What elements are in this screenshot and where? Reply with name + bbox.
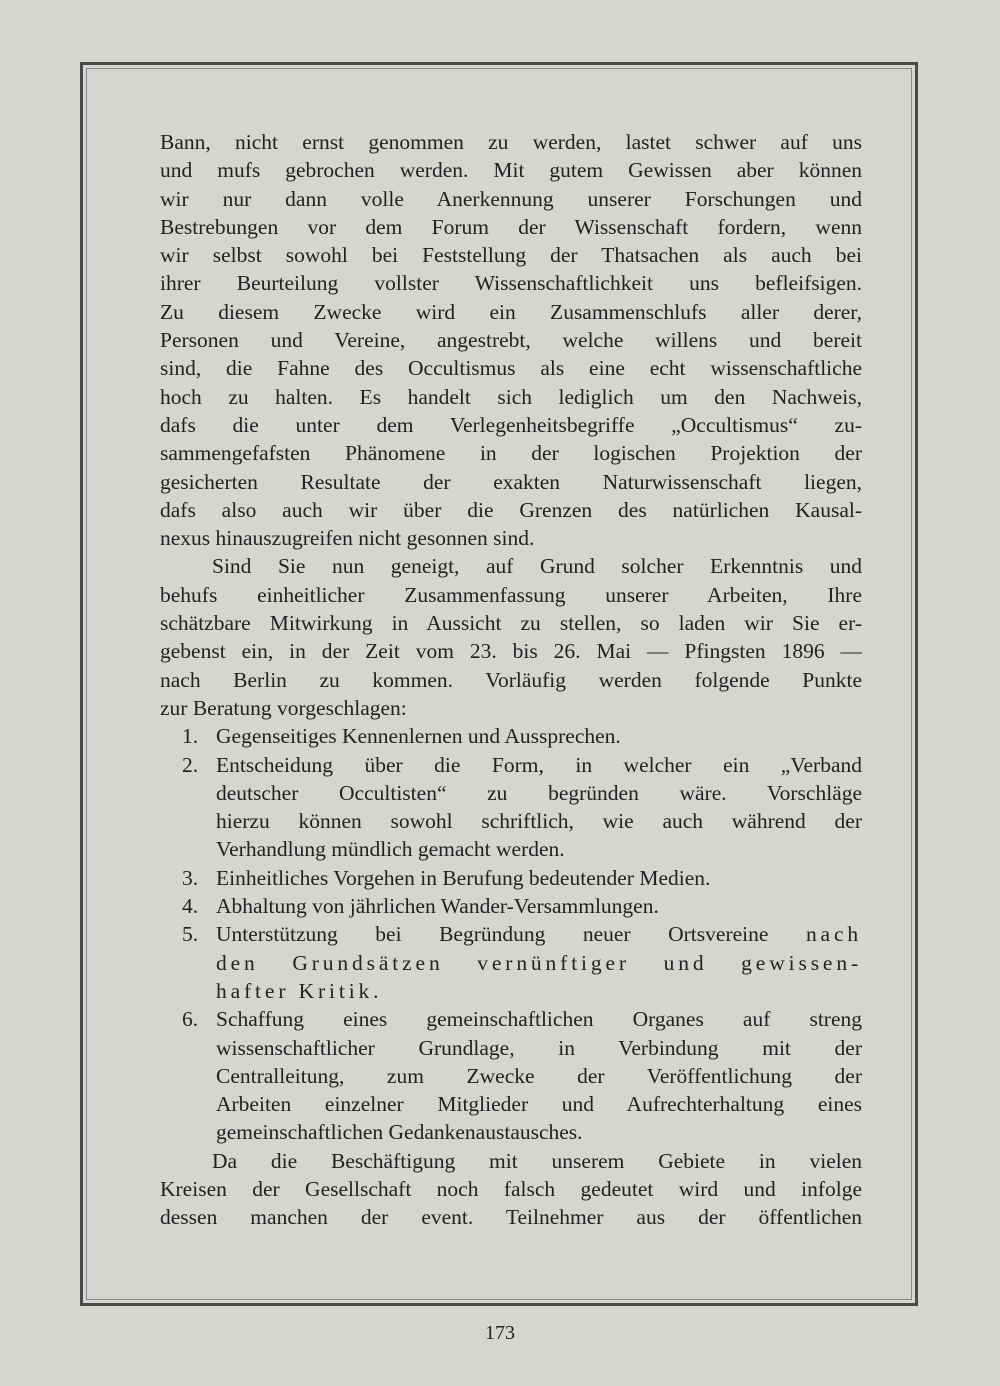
list-item-number: 5. (182, 922, 199, 947)
list-item (160, 1005, 862, 1146)
list-item-number: 1. (182, 724, 199, 749)
text-line: Sind Sie nun geneigt, auf Grund solcher Erkenntnis und (212, 554, 862, 579)
text-line: nexus hinauszugreifen nicht gesonnen sind. (160, 526, 535, 551)
list-item (160, 722, 862, 750)
list-item (160, 751, 862, 864)
list-item-line: deutscher Occultisten“ zu begründen wäre. Vorschläge (216, 780, 862, 805)
list-item-line: gemeinschaftlichen Gedankenaustausches. (216, 1120, 583, 1145)
list-item-line: 2. Entscheidung über die Form, in welcher ein „Verband (160, 751, 862, 779)
text-line: Bestrebungen vor dem Forum der Wissenschaft fordern, wenn (160, 214, 862, 239)
list-item-number: 4. (182, 894, 199, 919)
list-item-number: 2. (182, 752, 199, 777)
spaced-emphasis: nach (805, 922, 863, 947)
text-line: gebenst ein, in der Zeit vom 23. bis 26. Mai — Pfingsten 1896 — (160, 639, 862, 664)
list-item-number: 6. (182, 1007, 199, 1032)
text-line: dessen manchen der event. Teilnehmer aus der öffentlichen (160, 1205, 862, 1230)
text-line: zur Beratung vorgeschlagen: (160, 695, 407, 720)
text-line: wir nur dann volle Anerkennung unserer Forschungen und (160, 186, 862, 211)
text-line: Bann, nicht ernst genommen zu werden, lastet schwer auf uns (160, 130, 862, 154)
list-item-line: hafter Kritik. (216, 978, 383, 1003)
text-line: sammengefafsten Phänomene in der logischen Projektion der (160, 441, 862, 466)
list-item-line: 3. Einheitliches Vorgehen in Berufung bedeutender Medien. (160, 864, 862, 892)
page-number: 173 (485, 1322, 515, 1344)
text-line: behufs einheitlicher Zusammenfassung unserer Arbeiten, Ihre (160, 582, 862, 607)
text-line: dafs also auch wir über die Grenzen des natürlichen Kausal- (160, 497, 862, 522)
text-line: Personen und Vereine, angestrebt, welche willens und bereit (160, 328, 862, 353)
list-item-line: hierzu können sowohl schriftlich, wie auch während der (216, 809, 862, 834)
list-item-line: 5. Unterstützung bei Begründung neuer Ortsvereine nach (160, 920, 862, 948)
list-item-line: Centralleitung, zum Zwecke der Veröffentlichung der (216, 1063, 862, 1088)
list-item (160, 864, 862, 892)
list-item-line: 4. Abhaltung von jährlichen Wander-Versammlungen. (160, 892, 862, 920)
text-line: hoch zu halten. Es handelt sich lediglich um den Nachweis, (160, 384, 862, 409)
text-line: dafs die unter dem Verlegenheitsbegriffe „Occultismus“ zu- (160, 412, 862, 437)
list-item (160, 892, 862, 920)
text-line: Zu diesem Zwecke wird ein Zusammenschlufs aller derer, (160, 299, 862, 324)
text-line: wir selbst sowohl bei Feststellung der Thatsachen als auch bei (160, 243, 862, 268)
text-line: Kreisen der Gesellschaft noch falsch gedeutet wird und infolge (160, 1176, 862, 1201)
text-line: ihrer Beurteilung vollster Wissenschaftlichkeit uns befleifsigen. (160, 271, 862, 296)
text-line: nach Berlin zu kommen. Vorläufig werden folgende Punkte (160, 667, 862, 692)
text-line: schätzbare Mitwirkung in Aussicht zu stellen, so laden wir Sie er- (160, 611, 862, 636)
text-line: Da die Beschäftigung mit unserem Gebiete in vielen (212, 1148, 862, 1173)
body-text (160, 128, 862, 1232)
list-item-line: Arbeiten einzelner Mitglieder und Aufrechterhaltung eines (216, 1092, 862, 1117)
list-item-line: wissenschaftlicher Grundlage, in Verbindung mit der (216, 1035, 862, 1060)
text-line: sind, die Fahne des Occultismus als eine echt wissenschaftliche (160, 356, 862, 381)
text-line: gesicherten Resultate der exakten Naturwissenschaft liegen, (160, 469, 862, 494)
list-item-line: 1. Gegenseitiges Kennenlernen und Aussprechen. (160, 722, 862, 750)
list-item-number: 3. (182, 865, 199, 890)
list-item (160, 920, 862, 1005)
list-item-line: 6. Schaffung eines gemeinschaftlichen Organes auf streng (160, 1005, 862, 1033)
list-item-line: Verhandlung mündlich gemacht werden. (216, 837, 565, 862)
text-line: und mufs gebrochen werden. Mit gutem Gewissen aber können (160, 158, 862, 183)
list-item-line: den Grundsätzen vernünftiger und gewissen- (216, 950, 862, 975)
